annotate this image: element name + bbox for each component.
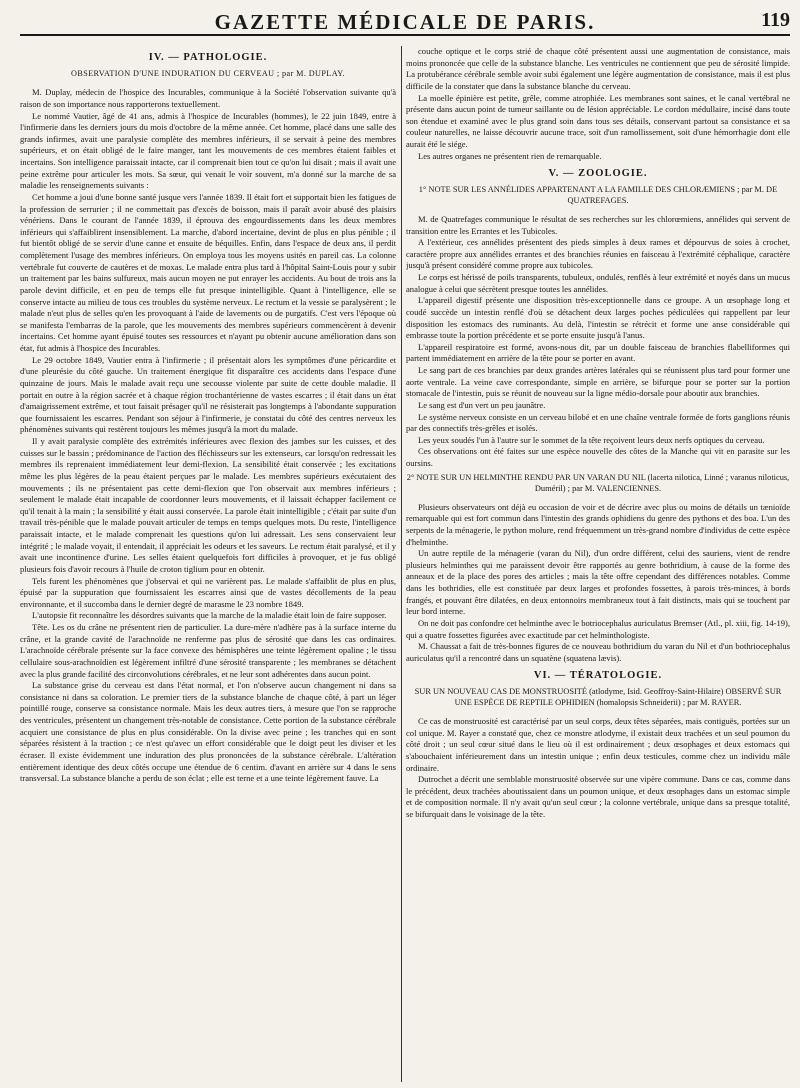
- paragraph: L'appareil respiratoire est formé, avons-nous dit, par un double faisceau de branchies flabelliformes qui partent immédiatement en arrière de la tête pour se porter en avant.: [406, 341, 790, 364]
- paragraph: Le corps est hérissé de poils transparents, tubuleux, ondulés, renflés à leur extrémité et noyés dans un mucus analogue à celui que sécrètent presque toutes les annélides.: [406, 272, 790, 294]
- paragraph: Le sang part de ces branchies par deux grandes artères latérales qui se réunissent plus tard pour former une aorte ventrale. La veine cave correspondante, simple en arrière, se bifurque pour se porter sur la portion stomacale de l'intestin, puis se réunit de nouveau sur la ligne médio-dorsale pour aboutir aux branchies.: [406, 365, 790, 399]
- paragraph: Cet homme a joui d'une bonne santé jusque vers l'année 1839. Il était fort et supportait bien les fatigues de la profession de serrurier ; il ne commettait pas d'excès de boisson, mais il paraît avoir abusé des plaisirs vénériens. Dans le courant de l'année 1839, il éprouva des engourdissements dans les deux membres inférieurs qui s'affaiblirent insensiblement. La marche, d'abord incertaine, devint de plus en plus pénible ; il fut bientôt obligé de se servir d'une canne et ensuite de béquilles. Enfin, dans l'espace de deux ans, il perdit complètement l'usage des membres inférieurs. On employa tous les moyens usités en pareil cas. La colonne vertébrale fut couverte de cautères et de moxas. Le malade entra plus tard à l'hôpital Saint-Louis pour y subir un traitement par les bains sulfureux, mais aucun moyen ne put enrayer les accidents. Au bout de trois ans la parole devint difficile, et en peu de temps elle fut presque inintelligible. Quant à l'intelligence, elle se conserve intacte au milieu de tous ces troubles du système nerveux. Le rectum et la vessie se paralysèrent ; le malade n'eut plus de selles qu'en les provoquant à l'aide de lavements ou de purgatifs. C'est vers l'époque où se manifesta l'embarras de la parole, que les mouvements des membres supérieurs commencèrent à devenir incertains. Cet homme ayant épuisé toutes ses ressources et n'ayant pu obtenir aucune amélioration dans son état, fut admis à l'hospice des Incurables.: [20, 191, 396, 353]
- paragraph: Il y avait paralysie complète des extrémités inférieures avec flexion des jambes sur les cuisses, et des cuisses sur le bassin ; prédominance de l'action des fléchisseurs sur les extenseurs, car lorsqu'on redressait les membres ils reprenaient immédiatement leur demi-flexion. La sensibilité était conservée ; les excitations même les plus légères de la peau étaient perçues par le malade. Les membres supérieurs exécutaient des mouvements ; ils ne présentaient pas cette demi-flexion que l'on observait aux membres inférieurs ; seulement le malade était incapable de coordonner leurs mouvements, et il laissait échapper facilement ce qu'il tenait à la main ; la sensibilité y était aussi conservée. La parole était inintelligible ; c'était par suite d'un travail très-pénible que le malade pouvait articuler de temps en temps quelques mots. Du reste, l'intelligence paraissait intacte, et le malade comprenait les questions qu'on lui adressait. Les sens conservaient leur intégrité ; le malade voyait, il entendait, il appréciait les odeurs et les saveurs. Le rectum était paralysé, et il y avait une incontinence d'urine. Les selles étaient quelquefois fort difficiles à provoquer, et je fus obligé plusieurs fois d'avoir recours à l'huile de croton tiglium pour en obtenir.: [20, 436, 396, 574]
- article-subtitle-quatrefages: 1° NOTE SUR LES ANNÉLIDES APPARTENANT A LA FAMILLE DES CHLORÆMIENS ; par M. DE QUATREFAGES.: [418, 184, 778, 205]
- section-heading-zoologie: V. — ZOOLOGIE.: [548, 168, 648, 180]
- page-number: 119: [761, 9, 790, 31]
- newspaper-page: [20, 6, 790, 1082]
- paragraph: M. de Quatrefages communique le résultat de ses recherches sur les chlorœmiens, annélides qui servent de transition entre les Errantes et les Tubicoles.: [406, 213, 790, 236]
- paragraph: Ce cas de monstruosité est caractérisé par un seul corps, deux têtes séparées, mais contiguës, portées sur un col unique. M. Rayer a constaté que, chez ce monstre atlodyme, il existait deux trachées et un seul poumon du côté droit ; un seul cœur situé dans le lieu où il est ordinairement ; deux œsophages et deux estomacs qui s'abouchaient inférieurement dans un intestin unique ; enfin deux testicules, comme chez un individu mâle ordinaire.: [406, 716, 790, 773]
- section-heading-teratologie: VI. — TÉRATOLOGIE.: [533, 670, 663, 682]
- paragraph: M. Duplay, médecin de l'hospice des Incurables, communique à la Société l'observation suivante qu'à raison de son importance nous rapporterons textuellement.: [20, 87, 396, 109]
- paragraph: Le système nerveux consiste en un cerveau bilobé et en une chaîne ventrale formée de forts ganglions réunis par des connectifs très-grêles et isolés.: [406, 411, 790, 434]
- paragraph: Tête. Les os du crâne ne présentent rien de particulier. La dure-mère n'adhère pas à la surface interne du crâne, et la grande cavité de l'arachnoïde ne renferme pas plus de sérosité que dans les cas ordinaires. L'arachnoïde cérébrale présente sur la face convexe des hémisphères une teinte légèrement opaline ; le tissu cellulaire sous-arachnoïdien est légèrement infiltré d'une sérosité transparente ; les membranes se détachent avec la plus grande facilité des circonvolutions cérébrales, et ne leur sont adhérentes dans aucun point.: [20, 622, 396, 679]
- paragraph: Le nommé Vautier, âgé de 41 ans, admis à l'hospice de Incurables (hommes), le 22 juin 1849, entre à l'infirmerie dans les derniers jours du mois d'octobre de la même année. Cet homme, placé dans une salle des grands infirmes, avait une paralysie complète des membres inférieurs, il se servait à peine des membres supérieurs, et on était obligé de le faire manger, tant les mouvements de ces membres étaient faibles et incertains. Son intelligence paraissait intacte, car il comprenait bien tout ce qu'on lui disait ; mais il avait une peine extrême pour articuler les mots. Sa sœur, qui venait le voir souvent, m'a donné sur la marche de sa maladie les renseignements suivants :: [20, 110, 396, 191]
- right-column: [406, 46, 790, 1082]
- article-subtitle-duplay: OBSERVATION D'UNE INDURATION DU CERVEAU ; par M. DUPLAY.: [71, 68, 345, 78]
- paragraph: On ne doit pas confondre cet helminthe avec le botriocephalus auriculatus Bremser (Atl., pl. xiii, fig. 14-19), qui a quatre fossettes figurées avec exactitude par cet helminthologiste.: [406, 617, 790, 640]
- article-subtitle-valenciennes: 2° NOTE SUR UN HELMINTHE RENDU PAR UN VARAN DU NIL (lacerta nilotica, Linné ; varanus niloticus, Duméril) ; par M. VALENCIENNES.: [406, 472, 790, 493]
- paragraph: Un autre reptile de la ménagerie (varan du Nil), d'un ordre différent, celui des sauriens, vient de rendre plusieurs helminthes qui me paraissent devoir être rapportés au genre bothridium, à cause de la forme des anneaux et de la place des pores des articles ; mais la tête offre cependant des différences notables. Comme dans les bothridies, elle est constituée par deux larges et profondes fossettes, à parois très-minces, à bords frangés, et pouvant être dilatées, en deux entonnoirs membraneux tout à fait distincts, mais qui se touchent par leur bord interne.: [406, 548, 790, 617]
- article-subtitle-rayer: SUR UN NOUVEAU CAS DE MONSTRUOSITÉ (atlodyme, Isid. Geoffroy-Saint-Hilaire) OBSERVÉ SUR UNE ESPÈCE DE REPTILE OPHIDIEN (homalopsis Schneiderii) ; par M. RAYER.: [414, 687, 782, 707]
- paragraph: La moelle épinière est petite, grêle, comme atrophiée. Les membranes sont saines, et le canal vertébral ne présente dans aucun point de tumeur saillante ou de lésion appréciable. Le cordon médullaire, incisé dans toute son étendue et examiné avec le plus grand soin dans tous ses détails, conservant partout sa consistance et sa couleur naturelles, ne laisse découvrir aucune trace, soit d'un ramollissement, soit d'une hémorrhagie dont elle aurait été le siége.: [406, 92, 790, 149]
- paragraph: Les autres organes ne présentent rien de remarquable.: [418, 150, 602, 161]
- paragraph: La substance grise du cerveau est dans l'état normal, et l'on n'observe aucun changement ni dans sa consistance ni dans sa coloration. Le premier tiers de la substance blanche de chaque côté, à part un léger pointillé rouge, conserve sa consistance normale. Mais les deux autres tiers, à mesure que l'on se rapproche des ventricules, présentent un changement très-notable de consistance. Cette portion de la substance cérébrale acquiert une consistance de plus en plus considérable. On la divise avec peine ; les tranches qui en sont séparées résistent à la traction ; ce n'est qu'avec un effort considérable que le doigt peut les diviser et les écraser. Il existe évidemment une induration des plus prononcées de la substance cérébrale. L'altération entièrement identique des deux côtés occupe une étendue de 6 centim. d'avant en arrière sur 4 dans le sens transversal. La substance blanche a perdu de son éclat ; elle est terne et a une teinte légèrement fauve. La: [20, 680, 396, 784]
- paragraph: L'autopsie fit reconnaître les désordres suivants que la marche de la maladie était loin de faire supposer.: [32, 610, 387, 621]
- paragraph: Ces observations ont été faites sur une espèce nouvelle des côtes de la Manche qui vit en parasite sur les oursins.: [406, 446, 790, 468]
- paragraph: Tels furent les phénomènes que j'observai et qui ne varièrent pas. Le malade s'affaiblit de plus en plus, épuisé par la suppuration que fournissaient les escarres ainsi que de vastes décollements de la peau environnante, et il succomba dans le dernier degré de marasme le 23 nombre 1849.: [20, 575, 396, 609]
- paragraph: L'appareil digestif présente une disposition très-exceptionnelle dans ce groupe. A un œsophage long et coudé succède un intestin renflé d'où se détachent deux larges poches pédiculées qui rappellent par leur disposition les estomacs des ruminants. Au delà, l'intestin se rétrécit et forme une anse considérable qui embrasse toute la portion précédente et se porte ensuite jusqu'à l'anus.: [406, 295, 790, 341]
- paragraph: Plusieurs observateurs ont déjà eu occasion de voir et de décrire avec plus ou moins de détails un tænioïde remarquable qui est fort commun dans l'intestin des grands ophidiens du genre des pythons et des boa. L'un des serpents de la ménagerie, le python molure, rend fréquemment un très-grand nombre d'individus de cette espèce d'helminthe.: [406, 501, 790, 547]
- paragraph: M. Chaussat a fait de très-bonnes figures de ce nouveau bothridium du varan du Nil et d'un bothriocephalus auriculatus qu'il a rencontré dans un squatène (squatena lævis).: [406, 641, 790, 663]
- masthead: [20, 6, 790, 36]
- section-heading-pathologie: IV. — PATHOLOGIE.: [148, 52, 268, 63]
- paragraph: Les yeux soudés l'un à l'autre sur le sommet de la tête reçoivent leurs deux nerfs optiques du cerveau.: [418, 434, 765, 445]
- paragraph: Dutrochet a décrit une semblable monstruosité observée sur une vipère commune. Dans ce cas, comme dans le précédent, deux trachées aboutissaient dans un poumon unique, et deux œsophages dans un estomac simple et de composition normale. Il n'y avait qu'un seul cœur ; la colonne vertébrale, unique dans sa presque totalité, se bifurquait dans le voisinage de la tête.: [406, 774, 790, 819]
- paragraph: couche optique et le corps strié de chaque côté présentent aussi une augmentation de consistance, mais moins prononcée que celle de la substance blanche. Les ventricules ne contiennent que peu de sérosité limpide. La protubérance cérébrale semble avoir subi également une légère augmentation de consistance, mais il est plus difficile de la constater que dans la substance blanche du cerveau.: [406, 46, 790, 91]
- paragraph: Le 29 octobre 1849, Vautier entra à l'infirmerie ; il présentait alors les symptômes d'une péricardite et d'une pleurésie du côté gauche. Un traitement énergique fit disparaître ces accidents dans l'espace d'une quinzaine de jours. Mais le malade avait reçu une secousse violente par suite de cette double maladie. Il portait en outre à la région sacrée et à chaque région trochantérienne de vastes escarres ; il était dans un état d'amaigrissement extrême, et tout faisait présager qu'il ne résisterait pas longtemps à l'abondante suppuration que fournissaient les escarres. Pendant son séjour à l'infirmerie, je constatai du côté des centres nerveux les phénomènes suivants qui restèrent toujours les mêmes jusqu'à la mort du malade.: [20, 354, 396, 435]
- paragraph: Le sang est d'un vert un peu jaunâtre.: [418, 399, 546, 410]
- left-column: [20, 46, 396, 1082]
- journal-title: GAZETTE MÉDICALE DE PARIS.: [214, 10, 596, 34]
- paragraph: A l'extérieur, ces annélides présentent des pieds simples à deux rames et dépourvus de soies à crochet, caractère propre aux annélides errantes et des branchies réunies en faisceau à l'extrémité céphalique, caractère jusqu'à présent considéré comme propre aux tubicoles.: [406, 237, 790, 271]
